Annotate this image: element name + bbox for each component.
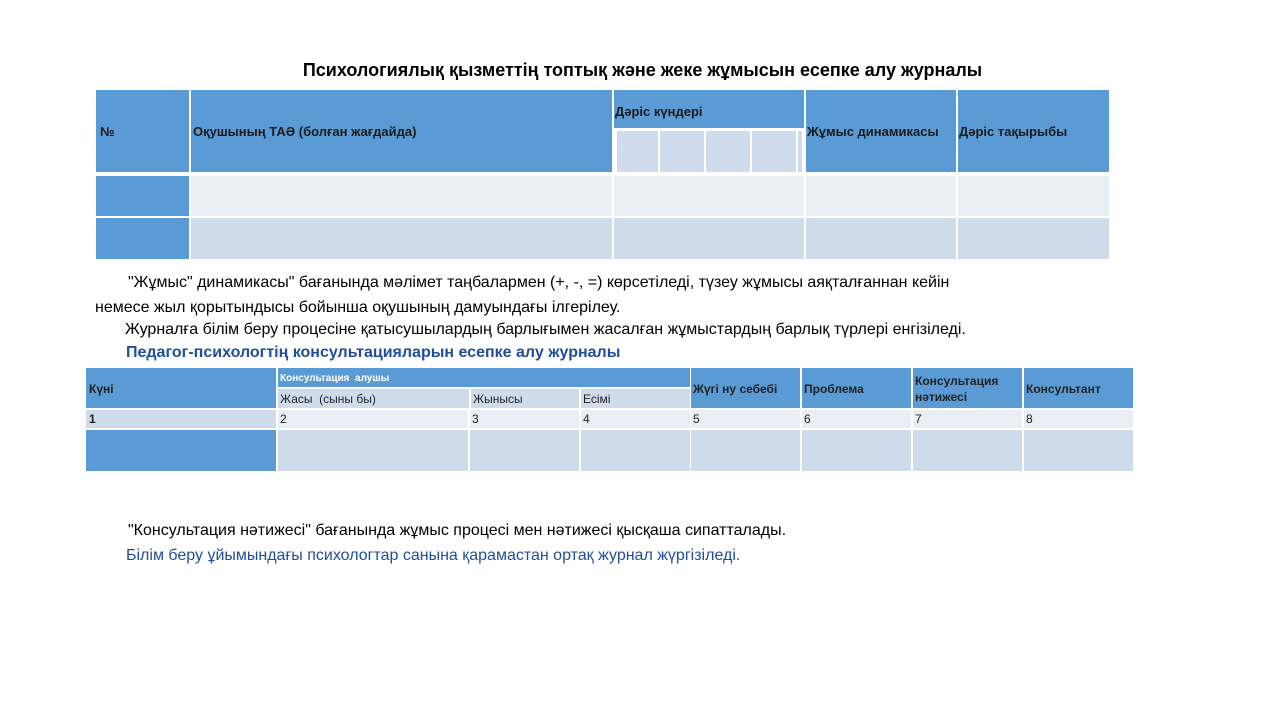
- number-cell: [913, 410, 1022, 428]
- header-dynamics: [806, 90, 956, 172]
- header-recipient-label: Консультация алушы: [280, 373, 390, 384]
- header-gender: [471, 389, 579, 408]
- header-num-label: №: [100, 124, 115, 139]
- table-cell[interactable]: [806, 218, 956, 259]
- number-label: 8: [1026, 412, 1033, 426]
- header-gender-label: Жынысы: [473, 392, 523, 406]
- table-cell[interactable]: [958, 176, 1109, 216]
- paragraph-dynamics-line1: "Жұмыс" динамикасы" бағанында мәлімет таңбалармен (+, -, =) көрсетіледі, түзеу жұмысы аяқталғаннан кейін: [128, 274, 950, 291]
- header-age: [278, 389, 469, 408]
- table-cell[interactable]: [958, 218, 1109, 259]
- header-lesson-days: [614, 90, 804, 172]
- number-label: 3: [472, 412, 479, 426]
- header-reason: [691, 368, 800, 408]
- number-label: 1: [89, 412, 96, 426]
- journal-title: Психологиялық қызметтің топтық және жеке жұмысын есепке алу журналы: [302, 60, 983, 80]
- table-row-num[interactable]: [96, 218, 189, 259]
- number-label: 2: [280, 412, 287, 426]
- table-cell[interactable]: [691, 430, 800, 471]
- recipient-subheader: [278, 387, 690, 408]
- header-problem: [802, 368, 911, 408]
- work-journal-table: [96, 90, 1109, 259]
- table-cell[interactable]: [913, 430, 1022, 471]
- header-student-name: [191, 90, 612, 172]
- table-cell[interactable]: [278, 430, 468, 471]
- header-day: [86, 368, 276, 408]
- header-num: [96, 90, 189, 172]
- lesson-day-cell[interactable]: [798, 131, 802, 172]
- header-reason-label: Жүгі ну себебі: [693, 382, 778, 396]
- header-name: [581, 389, 690, 408]
- number-label: 6: [804, 412, 811, 426]
- table-cell[interactable]: [191, 218, 612, 259]
- table-cell[interactable]: [614, 218, 804, 259]
- table-cell[interactable]: [614, 176, 804, 216]
- header-consultant: [1024, 368, 1133, 408]
- header-consultant-label: Консультант: [1026, 382, 1101, 396]
- lesson-days-subgrid: [614, 128, 804, 172]
- header-dynamics-label: Жұмыс динамикасы: [807, 124, 939, 139]
- paragraph-result-description: "Консультация нәтижесі" бағанында жұмыс процесі мен нәтижесі қысқаша сипатталады.: [128, 522, 787, 539]
- number-cell: [278, 410, 468, 428]
- header-recipient-group: [278, 368, 690, 408]
- consultation-journal-title: Педагог-психологтің консультацияларын есепке алу журналы: [126, 344, 621, 361]
- number-cell: [581, 410, 690, 428]
- header-day-label: Күні: [89, 382, 114, 396]
- number-label: 7: [915, 412, 922, 426]
- table-cell[interactable]: [581, 430, 690, 471]
- lesson-day-cell[interactable]: [752, 131, 796, 172]
- table-cell[interactable]: [1024, 430, 1133, 471]
- table-cell[interactable]: [191, 176, 612, 216]
- header-topic-label: Дәріс тақырыбы: [959, 124, 1068, 139]
- number-cell: [470, 410, 579, 428]
- header-result: [913, 368, 1022, 408]
- paragraph-common-journal: Білім беру ұйымындағы психологтар санына қарамастан ортақ журнал жүргізіледі.: [126, 547, 741, 564]
- number-cell: [691, 410, 800, 428]
- lesson-day-cell[interactable]: [706, 131, 750, 172]
- header-student-name-label: Оқушының ТАӘ (болған жағдайда): [193, 124, 417, 139]
- table-cell[interactable]: [806, 176, 956, 216]
- number-label: 5: [693, 412, 700, 426]
- number-cell: [1024, 410, 1133, 428]
- header-name-label: Есімі: [583, 392, 611, 406]
- table-row-num[interactable]: [96, 176, 189, 216]
- number-label: 4: [583, 412, 590, 426]
- header-problem-label: Проблема: [804, 382, 864, 396]
- table-cell[interactable]: [86, 430, 276, 471]
- table-cell[interactable]: [470, 430, 579, 471]
- number-cell: [802, 410, 911, 428]
- number-cell: [86, 410, 276, 428]
- header-topic: [958, 90, 1109, 172]
- paragraph-dynamics-line2: немесе жыл қорытындысы бойынша оқушының дамуындағы ілгерілеу.: [95, 299, 621, 316]
- table-cell[interactable]: [802, 430, 911, 471]
- paragraph-journal-types: Журналға білім беру процесіне қатысушылардың барлығымен жасалған жұмыстардың барлық түрлері енгізіледі.: [125, 321, 966, 338]
- header-age-label: Жасы (сыны бы): [280, 392, 376, 406]
- header-result-label: Консультация нәтижесі: [915, 374, 999, 404]
- consultation-journal-table: [86, 368, 1133, 471]
- lesson-day-cell[interactable]: [617, 131, 658, 172]
- header-lesson-days-label: Дәріс күндері: [615, 104, 703, 119]
- lesson-day-cell[interactable]: [660, 131, 704, 172]
